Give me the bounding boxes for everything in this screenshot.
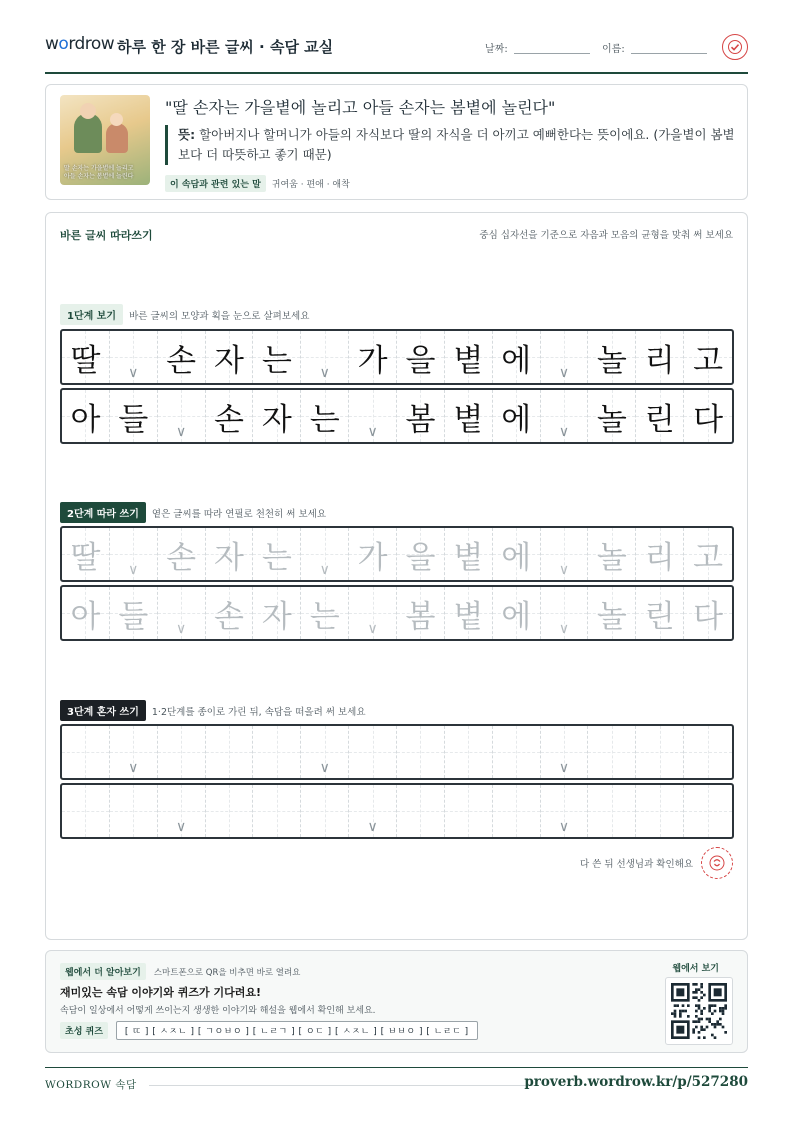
page-header — [45, 30, 748, 74]
web-description: 속담이 일상에서 어떻게 쓰이는지 생생한 이야기와 해설을 웹에서 확인해 보세요. — [60, 1006, 376, 1016]
writing-cell[interactable]: 놀 — [588, 587, 636, 639]
writing-cell[interactable]: 딸 — [62, 528, 110, 580]
writing-cell: 놀 — [588, 390, 636, 442]
writing-cell[interactable] — [445, 785, 493, 837]
writing-cell[interactable]: 는 — [301, 587, 349, 639]
related-words — [165, 175, 350, 192]
writing-cell[interactable]: 고 — [684, 528, 732, 580]
writing-cell: 볕 — [445, 390, 493, 442]
writing-cell[interactable] — [301, 785, 349, 837]
step3-row-1[interactable] — [60, 724, 734, 780]
space-mark[interactable]: ∨ — [541, 587, 589, 639]
qr-label: 웹에서 보기 — [672, 964, 719, 974]
writing-cell: 자 — [206, 331, 254, 383]
step3-label: 3단계 혼자 쓰기 1·2단계를 종이로 가린 뒤, 속담을 떠올려 써 보세요 — [60, 700, 366, 721]
writing-cell[interactable]: 볕 — [445, 587, 493, 639]
space-mark: ∨ — [158, 390, 206, 442]
writing-cell[interactable]: 가 — [349, 528, 397, 580]
page-footer — [45, 1067, 748, 1097]
writing-cell: 놀 — [588, 331, 636, 383]
writing-cell: 딸 — [62, 331, 110, 383]
wordrow-logo: wordrow — [45, 34, 115, 54]
writing-cell[interactable]: 을 — [397, 528, 445, 580]
practice-title: 바른 글씨 따라쓰기 — [60, 229, 153, 242]
writing-cell[interactable] — [397, 785, 445, 837]
date-field[interactable]: 날짜: — [485, 40, 590, 55]
space-mark[interactable]: ∨ — [158, 785, 206, 837]
writing-cell[interactable] — [445, 726, 493, 778]
related-tag: 이 속담과 관련 있는 말 — [165, 175, 266, 192]
qr-code-icon[interactable] — [665, 977, 733, 1045]
space-mark[interactable]: ∨ — [349, 785, 397, 837]
writing-cell[interactable] — [493, 785, 541, 837]
space-mark[interactable]: ∨ — [349, 587, 397, 639]
writing-cell: 자 — [253, 390, 301, 442]
web-headline: 재미있는 속담 이야기와 퀴즈가 기다려요! — [60, 986, 261, 999]
writing-cell[interactable]: 볕 — [445, 528, 493, 580]
writing-cell[interactable]: 손 — [158, 528, 206, 580]
step1-label: 1단계 보기 바른 글씨의 모양과 획을 눈으로 살펴보세요 — [60, 304, 309, 325]
space-mark[interactable]: ∨ — [541, 726, 589, 778]
step2-row-1[interactable] — [60, 526, 734, 582]
space-mark: ∨ — [301, 331, 349, 383]
writing-cell[interactable] — [684, 785, 732, 837]
space-mark[interactable]: ∨ — [110, 528, 158, 580]
writing-cell[interactable] — [349, 726, 397, 778]
writing-cell: 다 — [684, 390, 732, 442]
writing-cell: 들 — [110, 390, 158, 442]
teacher-stamp-icon — [701, 847, 733, 879]
space-mark[interactable]: ∨ — [110, 726, 158, 778]
writing-cell: 가 — [349, 331, 397, 383]
space-mark[interactable]: ∨ — [301, 528, 349, 580]
writing-cell[interactable]: 자 — [206, 528, 254, 580]
space-mark: ∨ — [541, 331, 589, 383]
space-mark: ∨ — [541, 390, 589, 442]
quiz-hint-box: [ ㄸ ] [ ㅅㅈㄴ ] [ ㄱㅇㅂㅇ ] [ ㄴㄹㄱ ] [ ㅇㄷ ] [ ㅅㅈㄴ ] [ ㅂㅂㅇ ] [ ㄴㄹㄷ ] — [116, 1021, 478, 1040]
space-mark[interactable]: ∨ — [158, 587, 206, 639]
writing-cell[interactable]: 는 — [253, 528, 301, 580]
space-mark: ∨ — [349, 390, 397, 442]
chosung-quiz: 초성 퀴즈 [ ㄸ ] [ ㅅㅈㄴ ] [ ㄱㅇㅂㅇ ] [ ㄴㄹㄱ ] [ ㅇㄷ ] [ ㅅㅈㄴ ] [ ㅂㅂㅇ ] [ ㄴㄹㄷ ] — [60, 1021, 478, 1040]
step3-row-2[interactable] — [60, 783, 734, 839]
writing-cell[interactable]: 리 — [636, 528, 684, 580]
practice-section — [45, 212, 748, 940]
step2-label: 2단계 따라 쓰기 옅은 글씨를 따라 연필로 천천히 써 보세요 — [60, 502, 326, 523]
writing-cell: 손 — [158, 331, 206, 383]
writing-cell[interactable]: 들 — [110, 587, 158, 639]
step1-row-1 — [60, 329, 734, 385]
writing-cell[interactable] — [397, 726, 445, 778]
footer-brand: WORDROW 속담 — [45, 1079, 137, 1091]
writing-cell[interactable] — [493, 726, 541, 778]
proverb-meaning: 뜻: 할아버지나 할머니가 아들의 자식보다 딸의 자식을 더 아끼고 예뻐한다는 뜻이에요. (가을볕이 봄볕보다 더 따뜻하고 좋기 때문) — [165, 125, 735, 165]
writing-cell: 는 — [253, 331, 301, 383]
writing-cell[interactable] — [253, 726, 301, 778]
writing-cell[interactable]: 린 — [636, 587, 684, 639]
writing-cell: 에 — [493, 331, 541, 383]
writing-cell[interactable] — [253, 785, 301, 837]
space-mark[interactable]: ∨ — [541, 785, 589, 837]
writing-cell[interactable] — [588, 785, 636, 837]
web-tagline: 웹에서 더 알아보기 스마트폰으로 QR을 비추면 바로 열려요 — [60, 963, 300, 980]
writing-cell[interactable] — [636, 726, 684, 778]
writing-cell[interactable] — [684, 726, 732, 778]
name-field[interactable]: 이름: — [602, 40, 707, 55]
writing-cell[interactable] — [636, 785, 684, 837]
web-section — [45, 950, 748, 1053]
space-mark: ∨ — [110, 331, 158, 383]
writing-cell[interactable]: 손 — [206, 587, 254, 639]
writing-cell[interactable]: 놀 — [588, 528, 636, 580]
writing-cell[interactable] — [62, 726, 110, 778]
check-stamp-icon — [722, 34, 748, 60]
writing-cell: 을 — [397, 331, 445, 383]
writing-cell: 손 — [206, 390, 254, 442]
writing-cell: 아 — [62, 390, 110, 442]
writing-cell[interactable]: 에 — [493, 587, 541, 639]
step1-row-2 — [60, 388, 734, 444]
writing-cell: 린 — [636, 390, 684, 442]
worksheet-title: 하루 한 장 바른 글씨 · 속담 교실 — [117, 38, 334, 56]
writing-cell[interactable] — [158, 726, 206, 778]
related-list: 귀여움 · 편애 · 애착 — [271, 180, 350, 190]
teacher-check: 다 쓴 뒤 선생님과 확인해요 — [580, 847, 733, 879]
space-mark[interactable]: ∨ — [541, 528, 589, 580]
writing-cell[interactable]: 에 — [493, 528, 541, 580]
writing-cell: 리 — [636, 331, 684, 383]
space-mark[interactable]: ∨ — [301, 726, 349, 778]
writing-cell: 에 — [493, 390, 541, 442]
step2-row-2[interactable] — [60, 585, 734, 641]
writing-cell[interactable] — [110, 785, 158, 837]
writing-cell[interactable] — [588, 726, 636, 778]
writing-cell: 는 — [301, 390, 349, 442]
writing-cell[interactable]: 다 — [684, 587, 732, 639]
proverb-card — [45, 84, 748, 200]
proverb-illustration: 딸 손자는 가을볕에 놀리고 아들 손자는 봄볕에 놀린다 — [60, 95, 150, 185]
writing-cell: 고 — [684, 331, 732, 383]
practice-hint: 중심 십자선을 기준으로 자음과 모음의 균형을 맞춰 써 보세요 — [479, 230, 733, 241]
writing-cell: 볕 — [445, 331, 493, 383]
writing-cell[interactable]: 봄 — [397, 587, 445, 639]
writing-cell[interactable] — [62, 785, 110, 837]
writing-cell[interactable] — [206, 785, 254, 837]
writing-cell: 봄 — [397, 390, 445, 442]
writing-cell[interactable]: 자 — [253, 587, 301, 639]
writing-cell[interactable]: 아 — [62, 587, 110, 639]
proverb-title: "딸 손자는 가을볕에 놀리고 아들 손자는 봄볕에 놀린다" — [165, 98, 556, 117]
footer-url[interactable]: proverb.wordrow.kr/p/527280 — [524, 1074, 748, 1090]
writing-cell[interactable] — [206, 726, 254, 778]
